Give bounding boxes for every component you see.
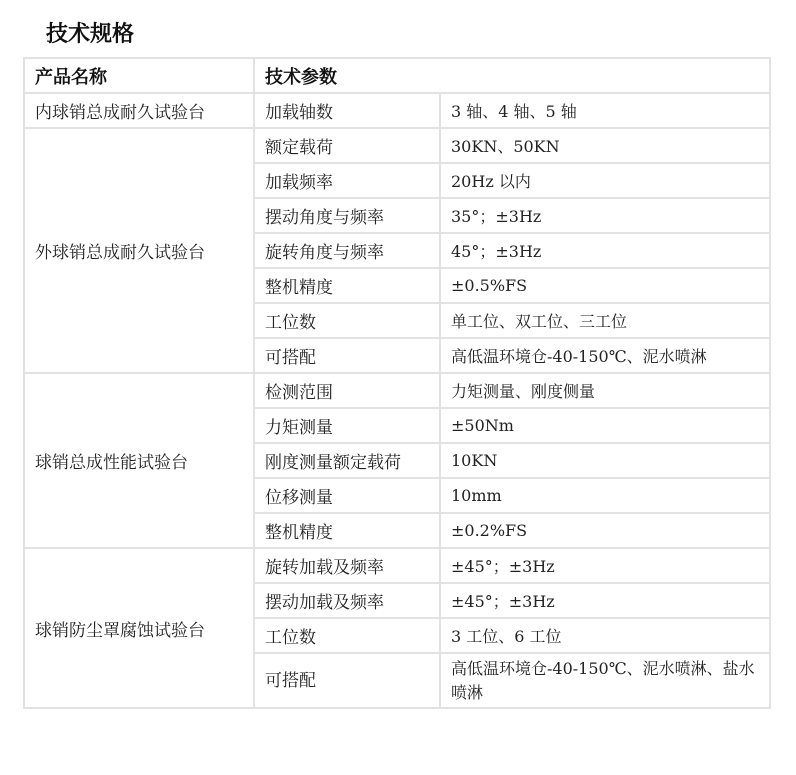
product-name-cell: 球销总成性能试验台 [24,373,254,548]
param-name-cell: 位移测量 [254,478,440,513]
param-value-cell: 高低温环境仓-40-150℃、泥水喷淋 [440,338,770,373]
product-name-cell: 球销防尘罩腐蚀试验台 [24,548,254,708]
param-value-cell: 10mm [440,478,770,513]
param-value-cell: 高低温环境仓-40-150℃、泥水喷淋、盐水喷淋 [440,653,770,708]
param-name-cell: 旋转角度与频率 [254,233,440,268]
param-name-cell: 检测范围 [254,373,440,408]
param-name-cell: 旋转加载及频率 [254,548,440,583]
header-tech-params: 技术参数 [254,58,770,93]
param-value-cell: ±0.2%FS [440,513,770,548]
header-product-name: 产品名称 [24,58,254,93]
param-name-cell: 加载轴数 [254,93,440,128]
table-row [24,548,770,583]
product-name-cell: 内球销总成耐久试验台 [24,93,254,128]
spec-table [23,57,771,709]
param-name-cell: 力矩测量 [254,408,440,443]
param-name-cell: 加载频率 [254,163,440,198]
table-row [24,373,770,408]
param-value-cell: ±45°；±3Hz [440,548,770,583]
param-value-cell: 单工位、双工位、三工位 [440,303,770,338]
param-value-cell: ±45°；±3Hz [440,583,770,618]
param-name-cell: 刚度测量额定载荷 [254,443,440,478]
param-name-cell: 工位数 [254,303,440,338]
param-value-cell: 30KN、50KN [440,128,770,163]
param-name-cell: 整机精度 [254,268,440,303]
param-value-cell: ±0.5%FS [440,268,770,303]
param-value-cell: ±50Nm [440,408,770,443]
param-value-cell: 35°；±3Hz [440,198,770,233]
param-name-cell: 整机精度 [254,513,440,548]
param-name-cell: 可搭配 [254,338,440,373]
page-title: 技术规格 [46,22,135,47]
table-row [24,128,770,163]
param-value-cell: 3 工位、6 工位 [440,618,770,653]
param-name-cell: 工位数 [254,618,440,653]
param-name-cell: 额定载荷 [254,128,440,163]
product-name-cell: 外球销总成耐久试验台 [24,128,254,373]
param-name-cell: 摆动加载及频率 [254,583,440,618]
param-value-cell: 45°；±3Hz [440,233,770,268]
param-value-cell: 3 轴、4 轴、5 轴 [440,93,770,128]
param-name-cell: 可搭配 [254,653,440,708]
table-row [24,93,770,128]
param-value-cell: 力矩测量、刚度侧量 [440,373,770,408]
param-value-cell: 10KN [440,443,770,478]
param-name-cell: 摆动角度与频率 [254,198,440,233]
param-value-cell: 20Hz 以内 [440,163,770,198]
table-header-row [24,58,770,93]
